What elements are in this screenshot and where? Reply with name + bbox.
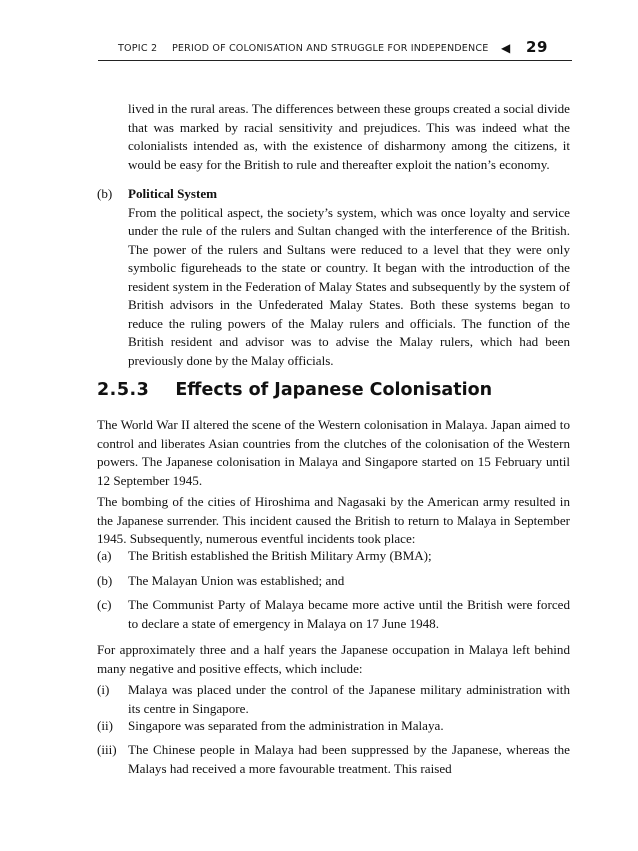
list-item-text: The Malayan Union was established; and <box>128 573 345 588</box>
running-head <box>98 38 572 61</box>
list-item-label: (c) <box>97 597 112 612</box>
paragraph-occupation: For approximately three and a half years the Japanese occupation in Malaya left behind many negative and positive effects, which include: <box>97 642 570 676</box>
list-item-label: (ii) <box>97 718 113 733</box>
running-head-topic: TOPIC 2 <box>118 43 158 54</box>
list-item-label: (a) <box>97 548 112 563</box>
list-item-text: Singapore was separated from the administration in Malaya. <box>128 718 444 733</box>
political-system-block <box>128 185 570 370</box>
list-item-label: (i) <box>97 682 110 697</box>
list-item-label: (iii) <box>97 742 117 757</box>
left-arrow-icon: ◀ <box>501 41 511 55</box>
list-item-text: Malaya was placed under the control of the Japanese military administration with its centre in Singapore. <box>128 682 570 716</box>
running-head-title: PERIOD OF COLONISATION AND STRUGGLE FOR INDEPENDENCE <box>172 43 489 54</box>
section-title: Effects of Japanese Colonisation <box>175 380 493 400</box>
list-item-label: (b) <box>97 573 113 588</box>
section-heading <box>97 380 492 400</box>
political-system-marker: (b) <box>97 186 113 201</box>
political-system-heading: Political System <box>128 186 218 201</box>
political-system-paragraph: From the political aspect, the society’s system, which was once loyalty and service under the rule of the rulers and Sultan changed with the interference of the British. The power of the rulers and Sultans were reduced to a level that they were only symbolic figureheads to the state or country. It began with the introduction of the resident system in the Federation of Malay States and subsequently by the system of British advisors in the Unfederated Malay States. Both these systems began to reduce the ruling powers of the Malay rulers and officials. The function of the British resident and advisor was to advise the Malay rulers, which had been previously done by the Malay officials. <box>128 204 570 368</box>
list-item-text: The Chinese people in Malaya had been suppressed by the Japanese, whereas the Malays had received a more favourable treatment. This raised <box>128 742 570 776</box>
page-number: 29 <box>526 38 549 56</box>
paragraph-bombing: The bombing of the cities of Hiroshima and Nagasaki by the American army resulted in the Japanese surrender. This incident caused the British to return to Malaya in September 1945. Subsequently, numerous eventful incidents took place: <box>97 494 570 546</box>
section-number: 2.5.3 <box>97 380 150 400</box>
list-item-text: The British established the British Military Army (BMA); <box>128 548 432 563</box>
list-item-text: The Communist Party of Malaya became more active until the British were forced to declare a state of emergency in Malaya on 17 June 1948. <box>128 597 570 631</box>
paragraph-ww2: The World War II altered the scene of the Western colonisation in Malaya. Japan aimed to control and liberates Asian countries from the clutches of the colonisation of the Western powers. The Japanese colonisation in Malaya and Singapore started on 15 February until 12 September 1945. <box>97 417 570 488</box>
continuation-paragraph: lived in the rural areas. The differences between these groups created a social divide that was marked by racial sensitivity and prejudices. This was indeed what the colonialists intended as, with the existence of disharmony among the citizens, it would be easy for the British to rule and thereafter exploit the nation’s economy. <box>128 101 570 172</box>
